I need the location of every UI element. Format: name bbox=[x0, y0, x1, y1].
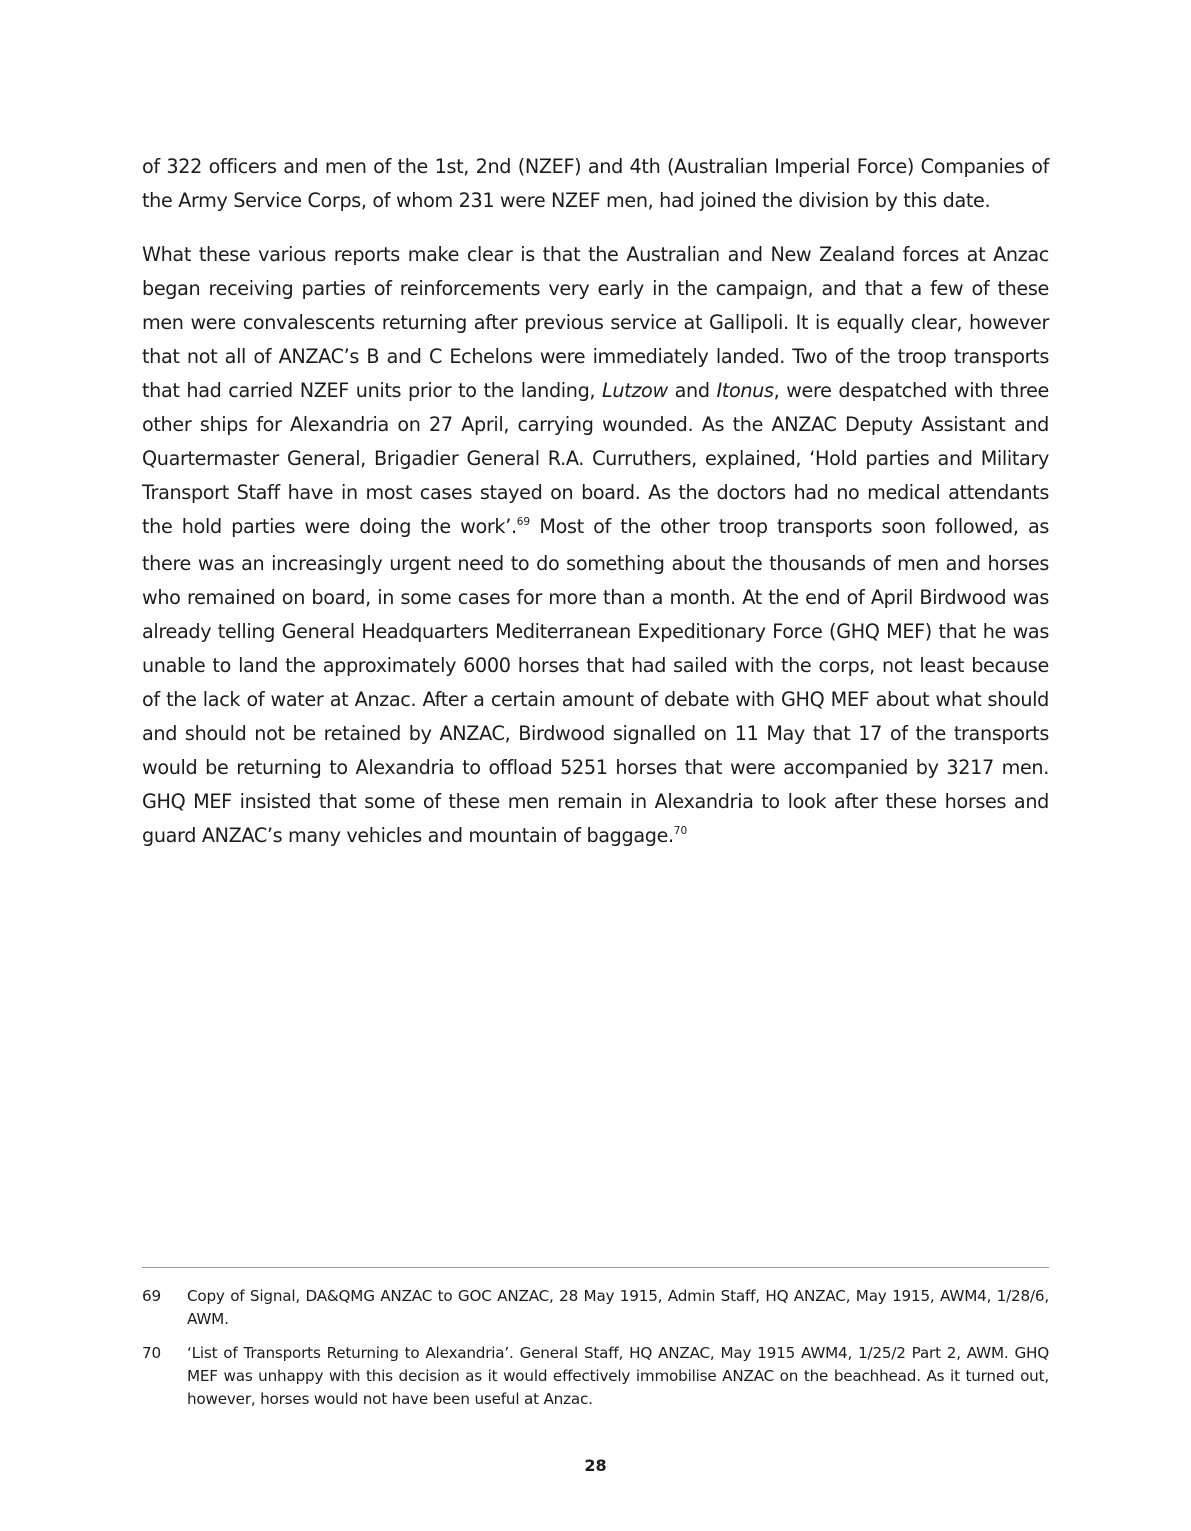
paragraph-1: of 322 officers and men of the 1st, 2nd (NZEF) and 4th (Australian Imperial Force) Companies of the Army Service Corps, of whom 231 were NZEF men, had joined the division by this date. bbox=[142, 155, 1049, 212]
footnote-69 bbox=[142, 1285, 1049, 1331]
paragraph-2-text-b: and bbox=[667, 379, 717, 402]
paragraph-2-text-d: Most of the other troop transports soon followed, as there was an increasingly urgent need to do something about the thousands of men and horses who remained on board, in some cases for more than a month. At the end of April Birdwood was already telling General Headquarters Mediterranean Expeditionary Force (GHQ MEF) that he was unable to land the approximately 6000 horses that had sailed with the corps, not least because of the lack of water at Anzac. After a certain amount of debate with GHQ MEF about what should and should not be retained by ANZAC, Birdwood signalled on 11 May that 17 of the transports would be returning to Alexandria to offload 5251 horses that were accompanied by 3217 men. GHQ MEF insisted that some of these men remain in Alexandria to look after these horses and guard ANZAC’s many vehicles and mountain of baggage. bbox=[142, 515, 1050, 847]
footnote-number: 69 bbox=[142, 1287, 161, 1305]
paragraph-2-text-c: , were despatched with three other ships for Alexandria on 27 April, carrying wounded. As the ANZAC Deputy Assistant and Quartermaster General, Brigadier General R.A. Curruthers, explained, ‘Hold parties and Military Transport Staff have in most cases stayed on board. As the doctors had no medical attendants the hold parties were doing the work’. bbox=[142, 379, 1050, 538]
footnote-number: 70 bbox=[142, 1344, 161, 1362]
footnote-ref-69[interactable]: 69 bbox=[516, 516, 531, 528]
footnotes bbox=[142, 1285, 1049, 1411]
paragraph-2-text-a: What these various reports make clear is that the Australian and New Zealand forces at Anzac began receiving parties of reinforcements very early in the campaign, and that a few of these men were convalescents returning after previous service at Gallipoli. It is equally clear, however that not all of ANZAC’s B and C Echelons were immediately landed. Two of the troop transports that had carried NZEF units prior to the landing, bbox=[142, 243, 1049, 402]
footnote-text: ‘List of Transports Returning to Alexandria’. General Staff, HQ ANZAC, May 1915 AWM4, 1/25/2 Part 2, AWM. GHQ MEF was unhappy with this decision as it would effectively immobilise ANZAC on the beachhead. As it turned out, however, horses would not have been useful at Anzac. bbox=[187, 1344, 1049, 1408]
page-number: 28 bbox=[584, 1456, 607, 1475]
footnote-ref-70[interactable]: 70 bbox=[673, 825, 688, 837]
body-text bbox=[142, 150, 1049, 856]
footnote-divider bbox=[142, 1267, 1049, 1268]
paragraph-2 bbox=[142, 238, 1049, 856]
footnote-text: Copy of Signal, DA&QMG ANZAC to GOC ANZAC, 28 May 1915, Admin Staff, HQ ANZAC, May 1915, AWM4, 1/28/6, AWM. bbox=[187, 1287, 1049, 1328]
ship-name-itonus: Itonus bbox=[716, 379, 774, 402]
ship-name-lutzow: Lutzow bbox=[602, 379, 668, 402]
footnote-70 bbox=[142, 1342, 1049, 1411]
